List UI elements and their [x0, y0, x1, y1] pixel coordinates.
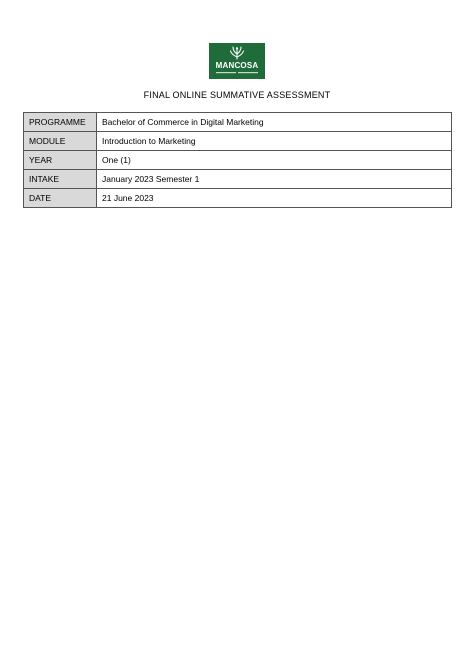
assessment-details-table: [23, 112, 452, 208]
module-label: MODULE: [24, 132, 97, 151]
programme-label: PROGRAMME: [24, 113, 97, 132]
table-row: [24, 113, 452, 132]
logo-wordmark: MANCOSA: [215, 61, 259, 70]
document-title: FINAL ONLINE SUMMATIVE ASSESSMENT: [143, 90, 331, 100]
programme-value: Bachelor of Commerce in Digital Marketing: [97, 113, 452, 132]
table-row: [24, 151, 452, 170]
table-row: [24, 132, 452, 151]
intake-label: INTAKE: [24, 170, 97, 189]
date-label: DATE: [24, 189, 97, 208]
year-label: YEAR: [24, 151, 97, 170]
date-value: 21 June 2023: [97, 189, 452, 208]
intake-value: January 2023 Semester 1: [97, 170, 452, 189]
mancosa-logo: [209, 43, 265, 79]
module-value: Introduction to Marketing: [97, 132, 452, 151]
year-value: One (1): [97, 151, 452, 170]
table-row: [24, 170, 452, 189]
table-row: [24, 189, 452, 208]
